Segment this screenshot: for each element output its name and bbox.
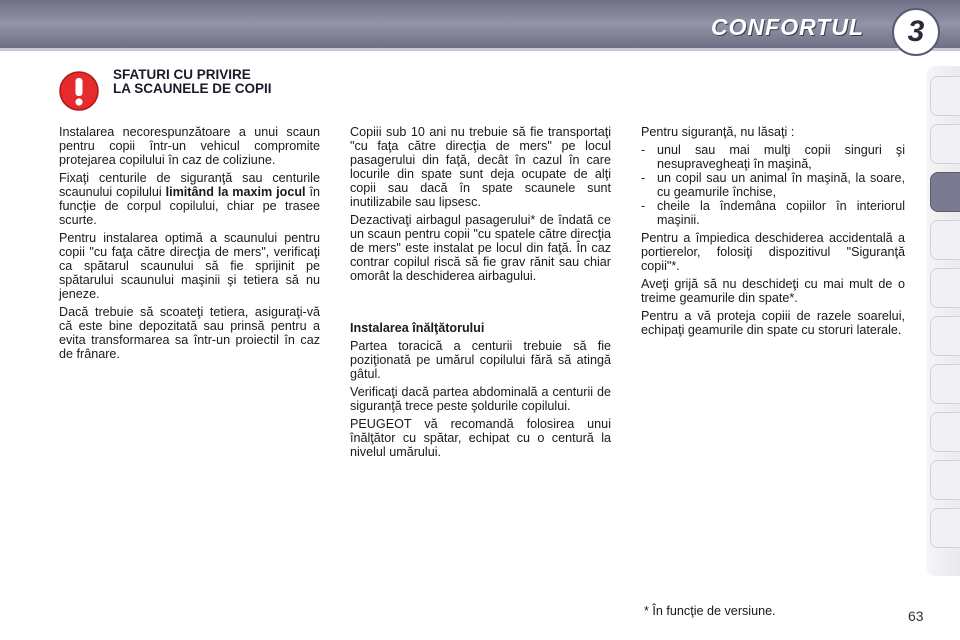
- chapter-tab[interactable]: [930, 460, 960, 500]
- footnote: * În funcţie de versiune.: [644, 604, 776, 618]
- page-number: 63: [908, 608, 924, 624]
- paragraph: Dezactivaţi airbagul pasagerului* de îndată ce un scaun pentru copii "cu spatele către direcţia de mers" este instalat pe locul din faţă. În caz contrar copilul riscă să fie grav rănit sau chiar omorât la deschiderea airbagului.: [350, 213, 611, 283]
- chapter-tab[interactable]: [930, 268, 960, 308]
- paragraph: Dacă trebuie să scoateţi tetiera, asiguraţi-vă că este bine depozitată sau prinsă pentru a evita transformarea sa într-un proiectil în caz de frânare.: [59, 305, 320, 361]
- list-item: - cheile la îndemâna copiilor în interiorul maşinii.: [641, 199, 905, 227]
- paragraph: Pentru siguranţă, nu lăsaţi :: [641, 125, 795, 139]
- chapter-title: CONFORTUL: [711, 14, 864, 40]
- paragraph: Pentru instalarea optimă a scaunului pentru copii "cu faţa către direcţia de mers", verificaţi ca spătarul scaunului să fie sprijinit pe spătarului scaunului maşinii şi tetiera să nu jeneze.: [59, 231, 320, 301]
- paragraph: Aveţi grijă să nu deschideţi cu mai mult de o treime geamurile din spate*.: [641, 277, 905, 305]
- chapter-number-badge: 3: [892, 8, 940, 56]
- text-column-3: [641, 125, 905, 341]
- chapter-tab[interactable]: [930, 412, 960, 452]
- emphasis-text: limitând la maxim jocul: [165, 185, 306, 199]
- section-title-line2: LA SCAUNELE DE COPII: [113, 81, 272, 96]
- chapter-tab[interactable]: [930, 124, 960, 164]
- chapter-tab[interactable]: [930, 220, 960, 260]
- paragraph: Pentru a împiedica deschiderea accidentală a portierelor, folosiţi dispozitivul "Siguranţă copii"*.: [641, 231, 905, 273]
- section-title: [113, 68, 272, 96]
- paragraph: [59, 171, 320, 227]
- chapter-tab-active[interactable]: [930, 172, 960, 212]
- header-divider: [0, 48, 960, 51]
- paragraph: Instalarea necorespunzătoare a unui scaun pentru copii într-un vehicul compromite protejarea copilului în caz de coliziune.: [59, 125, 320, 167]
- paragraph: Verificaţi dacă partea abdominală a centurii de siguranţă trece peste şoldurile copilului.: [350, 385, 611, 413]
- subsection-heading: Instalarea înălţătorului: [350, 321, 485, 335]
- list-item: - unul sau mai mulţi copii singuri şi nesupravegheaţi în maşină,: [641, 143, 905, 171]
- text-run: în funcţie de corpul copilului, chiar pe trasee scurte.: [59, 185, 320, 227]
- chapter-tab[interactable]: [930, 364, 960, 404]
- safety-list: [641, 143, 905, 227]
- warning-exclamation-icon: [58, 70, 100, 112]
- paragraph: Partea toracică a centurii trebuie să fie poziţionată pe umărul copilului fără să atingă gâtul.: [350, 339, 611, 381]
- section-title-line1: SFATURI CU PRIVIRE: [113, 67, 251, 82]
- paragraph: Copiii sub 10 ani nu trebuie să fie transportaţi "cu faţa către direcţia de mers" pe locul pasagerului din faţă, decât în cazul în care locurile din spate sunt deja ocupate de alţi copii sau dacă în spate scaunele sunt inutilizabile sau lipsesc.: [350, 125, 611, 209]
- text-column-1: [59, 125, 320, 365]
- chapter-tabs: [926, 66, 960, 576]
- text-column-2: [350, 125, 611, 463]
- paragraph: Pentru a vă proteja copiii de razele soarelui, echipaţi geamurile din spate cu storuri laterale.: [641, 309, 905, 337]
- list-item: - un copil sau un animal în maşină, la soare, cu geamurile închise,: [641, 171, 905, 199]
- chapter-tab[interactable]: [930, 316, 960, 356]
- chapter-tab[interactable]: [930, 508, 960, 548]
- paragraph: PEUGEOT vă recomandă folosirea unui înălţător cu spătar, echipat cu o centură la nivelul umărului.: [350, 417, 611, 459]
- text-run: Fixaţi centurile de siguranţă sau centurile scaunului copilului: [59, 171, 320, 199]
- chapter-tab[interactable]: [930, 76, 960, 116]
